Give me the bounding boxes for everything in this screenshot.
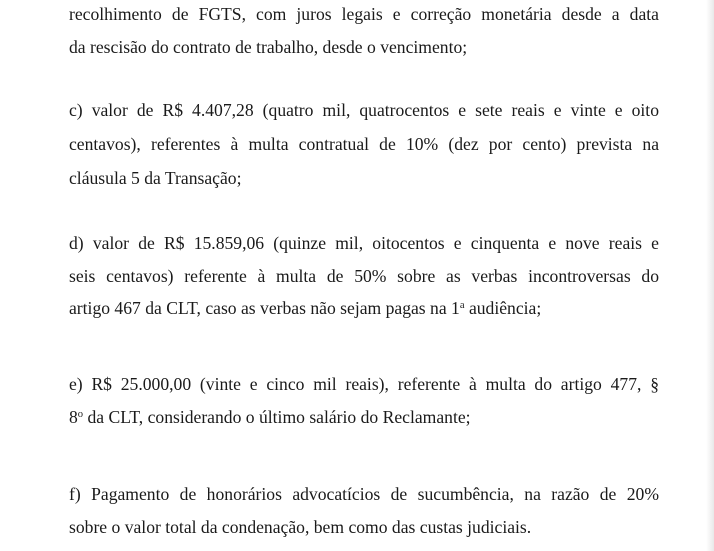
ordinal-superscript: a [459,300,465,312]
paragraph-d-line-3-text: artigo 467 da CLT, caso as verbas não sejam pagas na 1 [69,298,460,318]
paragraph-fgts-line-2: da rescisão do contrato de trabalho, desde o vencimento; [69,37,468,57]
paragraph-c-line-3: cláusula 5 da Transação; [69,168,242,188]
paragraph-c-line-1: c) valor de R$ 4.407,28 (quatro mil, quatrocentos e sete reais e vinte e oito [69,100,659,120]
paragraph-c-line-2: centavos), referentes à multa contratual de 10% (dez por cento) prevista na [69,134,659,154]
paragraph-e-line-1: e) R$ 25.000,00 (vinte e cinco mil reais), referente à multa do artigo 477, § [69,374,659,394]
paragraph-e-line-2-text: 8 [69,407,78,427]
page-edge-shadow [706,0,714,551]
paragraph-fgts-line-1: recolhimento de FGTS, com juros legais e correção monetária desde a data [69,4,659,24]
paragraph-d-line-3 [69,297,659,319]
paragraph-d-line-1: d) valor de R$ 15.859,06 (quinze mil, oitocentos e cinquenta e nove reais e [69,233,659,253]
paragraph-e-line-2-tail: da CLT, considerando o último salário do Reclamante; [83,407,471,427]
paragraph-f-line-1: f) Pagamento de honorários advocatícios de sucumbência, na razão de 20% [69,484,659,504]
paragraph-e-line-2 [69,406,659,428]
paragraph-d-line-2: seis centavos) referente à multa de 50% sobre as verbas incontroversas do [69,266,659,286]
paragraph-d-line-3-tail: audiência; [464,298,542,318]
paragraph-f-line-2: sobre o valor total da condenação, bem como das custas judiciais. [69,517,532,537]
ordinal-superscript: o [77,409,84,421]
